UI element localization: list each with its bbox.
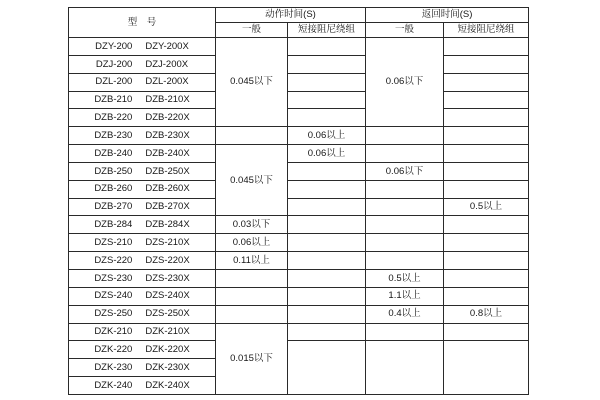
return-general-cell: 0.5以上 — [366, 269, 444, 287]
table-row — [69, 252, 529, 270]
model-label: DZK-240X — [145, 379, 190, 391]
model-pair — [69, 274, 215, 284]
return-general-cell — [366, 323, 444, 341]
model-label: DZS-250X — [145, 308, 190, 320]
action-damping-cell — [288, 305, 366, 323]
model-label: DZS-230X — [145, 272, 190, 284]
model-label: DZB-230 — [94, 129, 133, 141]
model-pair — [69, 77, 215, 87]
action-damping-cell — [288, 323, 366, 341]
model-label: DZY-200 — [95, 40, 133, 52]
model-cell — [69, 145, 216, 163]
action-general-cell: 0.11以上 — [216, 252, 288, 270]
return-damping-cell — [444, 145, 529, 163]
relay-spec-table — [68, 7, 529, 395]
action-damping-cell — [288, 38, 366, 56]
model-cell — [69, 269, 216, 287]
model-label: DZB-260X — [145, 183, 190, 195]
return-general-cell — [366, 234, 444, 252]
model-cell — [69, 359, 216, 377]
model-label: DZB-220X — [145, 112, 190, 124]
model-cell — [69, 216, 216, 234]
model-label: DZB-270X — [145, 201, 190, 213]
model-label: DZK-220 — [94, 344, 133, 356]
action-general-cell — [216, 305, 288, 323]
model-cell — [69, 109, 216, 127]
model-pair — [69, 60, 215, 70]
action-general-cell — [216, 269, 288, 287]
model-pair — [69, 95, 215, 105]
action-general-cell: 0.045以下 — [216, 38, 288, 127]
table-row — [69, 73, 529, 91]
header-return-damping: 短接阻尼绕组 — [444, 23, 529, 38]
header-row-groups — [69, 8, 529, 23]
action-general-cell — [216, 127, 288, 145]
model-pair — [69, 184, 215, 194]
return-damping-cell — [444, 252, 529, 270]
model-label: DZK-220X — [145, 344, 190, 356]
model-label: DZB-210 — [94, 94, 133, 106]
model-label: DZS-220 — [94, 254, 133, 266]
model-cell — [69, 287, 216, 305]
model-cell — [69, 91, 216, 109]
return-damping-cell — [444, 180, 529, 198]
table-row — [69, 180, 529, 198]
action-general-cell: 0.015以下 — [216, 323, 288, 394]
action-general-cell: 0.06以上 — [216, 234, 288, 252]
model-label: DZS-210X — [145, 236, 190, 248]
action-damping-cell — [288, 198, 366, 216]
table-row — [69, 38, 529, 56]
model-cell — [69, 252, 216, 270]
model-label: DZJ-200X — [145, 58, 189, 70]
model-pair — [69, 291, 215, 301]
model-pair — [69, 131, 215, 141]
model-pair — [69, 256, 215, 266]
model-pair — [69, 149, 215, 159]
return-damping-cell — [444, 91, 529, 109]
model-label: DZS-240 — [94, 290, 133, 302]
model-cell — [69, 73, 216, 91]
model-pair — [69, 167, 215, 177]
model-label: DZS-250 — [94, 308, 133, 320]
model-label: DZB-230X — [145, 129, 190, 141]
action-damping-cell — [288, 234, 366, 252]
model-pair — [69, 202, 215, 212]
model-cell — [69, 323, 216, 341]
return-general-cell — [366, 127, 444, 145]
model-cell — [69, 55, 216, 73]
model-label: DZB-250 — [94, 165, 133, 177]
model-cell — [69, 162, 216, 180]
table-row — [69, 162, 529, 180]
model-pair — [69, 309, 215, 319]
return-damping-cell — [444, 109, 529, 127]
action-damping-cell — [288, 269, 366, 287]
header-action-time: 动作时间(S) — [216, 8, 366, 23]
model-cell — [69, 305, 216, 323]
model-label: DZS-240X — [145, 290, 190, 302]
model-label: DZS-230 — [94, 272, 133, 284]
table-header — [69, 8, 529, 38]
action-damping-cell — [288, 91, 366, 109]
model-label: DZB-270 — [94, 201, 133, 213]
action-damping-cell — [288, 216, 366, 234]
table-row — [69, 216, 529, 234]
action-damping-cell: 0.06以上 — [288, 127, 366, 145]
return-general-cell — [366, 180, 444, 198]
model-label: DZS-220X — [145, 254, 190, 266]
model-label: DZL-200 — [95, 76, 133, 88]
return-general-cell: 0.4以上 — [366, 305, 444, 323]
model-label: DZB-240 — [94, 147, 133, 159]
return-damping-cell — [444, 127, 529, 145]
action-general-cell: 0.045以下 — [216, 145, 288, 216]
model-label: DZK-210X — [145, 326, 190, 338]
return-general-cell: 1.1以上 — [366, 287, 444, 305]
action-damping-cell: 0.06以上 — [288, 145, 366, 163]
action-damping-cell — [288, 341, 366, 395]
model-label: DZL-200X — [145, 76, 189, 88]
model-label: DZB-210X — [145, 94, 190, 106]
header-action-general: 一般 — [216, 23, 288, 38]
model-pair — [69, 238, 215, 248]
action-damping-cell — [288, 162, 366, 180]
model-label: DZK-210 — [94, 326, 133, 338]
table-row — [69, 305, 529, 323]
table-row — [69, 269, 529, 287]
table-row — [69, 234, 529, 252]
return-damping-cell: 0.8以上 — [444, 305, 529, 323]
return-damping-cell — [444, 341, 529, 395]
header-return-general: 一般 — [366, 23, 444, 38]
model-cell — [69, 234, 216, 252]
model-label: DZB-284 — [94, 219, 133, 231]
table-row — [69, 55, 529, 73]
model-pair — [69, 327, 215, 337]
model-label: DZS-210 — [94, 236, 133, 248]
action-damping-cell — [288, 252, 366, 270]
action-general-cell: 0.03以下 — [216, 216, 288, 234]
return-damping-cell — [444, 73, 529, 91]
table-row — [69, 341, 529, 359]
table-row — [69, 198, 529, 216]
model-label: DZY-200X — [145, 40, 189, 52]
model-label: DZK-230X — [145, 361, 190, 373]
action-damping-cell — [288, 287, 366, 305]
return-damping-cell — [444, 216, 529, 234]
model-label: DZB-260 — [94, 183, 133, 195]
model-cell — [69, 341, 216, 359]
table-body — [69, 38, 529, 395]
table-row — [69, 323, 529, 341]
model-pair — [69, 363, 215, 373]
table-row — [69, 145, 529, 163]
model-label: DZB-220 — [94, 112, 133, 124]
model-label: DZB-250X — [145, 165, 190, 177]
model-cell — [69, 377, 216, 395]
model-pair — [69, 113, 215, 123]
table-row — [69, 287, 529, 305]
return-damping-cell — [444, 162, 529, 180]
return-damping-cell — [444, 323, 529, 341]
table-row — [69, 109, 529, 127]
model-label: DZB-240X — [145, 147, 190, 159]
return-general-cell: 0.06以下 — [366, 162, 444, 180]
header-model: 型 号 — [69, 8, 216, 38]
table-row — [69, 91, 529, 109]
return-damping-cell: 0.5以上 — [444, 198, 529, 216]
return-general-cell — [366, 145, 444, 163]
model-label: DZB-284X — [145, 219, 190, 231]
return-damping-cell — [444, 38, 529, 56]
return-damping-cell — [444, 55, 529, 73]
action-general-cell — [216, 287, 288, 305]
return-general-cell — [366, 341, 444, 395]
model-pair — [69, 345, 215, 355]
header-action-damping: 短接阻尼绕组 — [288, 23, 366, 38]
return-general-cell: 0.06以下 — [366, 38, 444, 127]
model-cell — [69, 127, 216, 145]
return-damping-cell — [444, 269, 529, 287]
relay-spec-table-wrap — [68, 7, 529, 395]
action-damping-cell — [288, 109, 366, 127]
model-pair — [69, 220, 215, 230]
model-label: DZK-230 — [94, 361, 133, 373]
table-row — [69, 127, 529, 145]
model-cell — [69, 198, 216, 216]
return-general-cell — [366, 198, 444, 216]
header-return-time: 返回时间(S) — [366, 8, 529, 23]
model-label: DZK-240 — [94, 379, 133, 391]
model-label: DZJ-200 — [95, 58, 133, 70]
model-cell — [69, 38, 216, 56]
action-damping-cell — [288, 180, 366, 198]
return-general-cell — [366, 216, 444, 234]
model-pair — [69, 381, 215, 391]
action-damping-cell — [288, 73, 366, 91]
model-pair — [69, 42, 215, 52]
model-cell — [69, 180, 216, 198]
return-damping-cell — [444, 234, 529, 252]
action-damping-cell — [288, 55, 366, 73]
return-damping-cell — [444, 287, 529, 305]
return-general-cell — [366, 252, 444, 270]
